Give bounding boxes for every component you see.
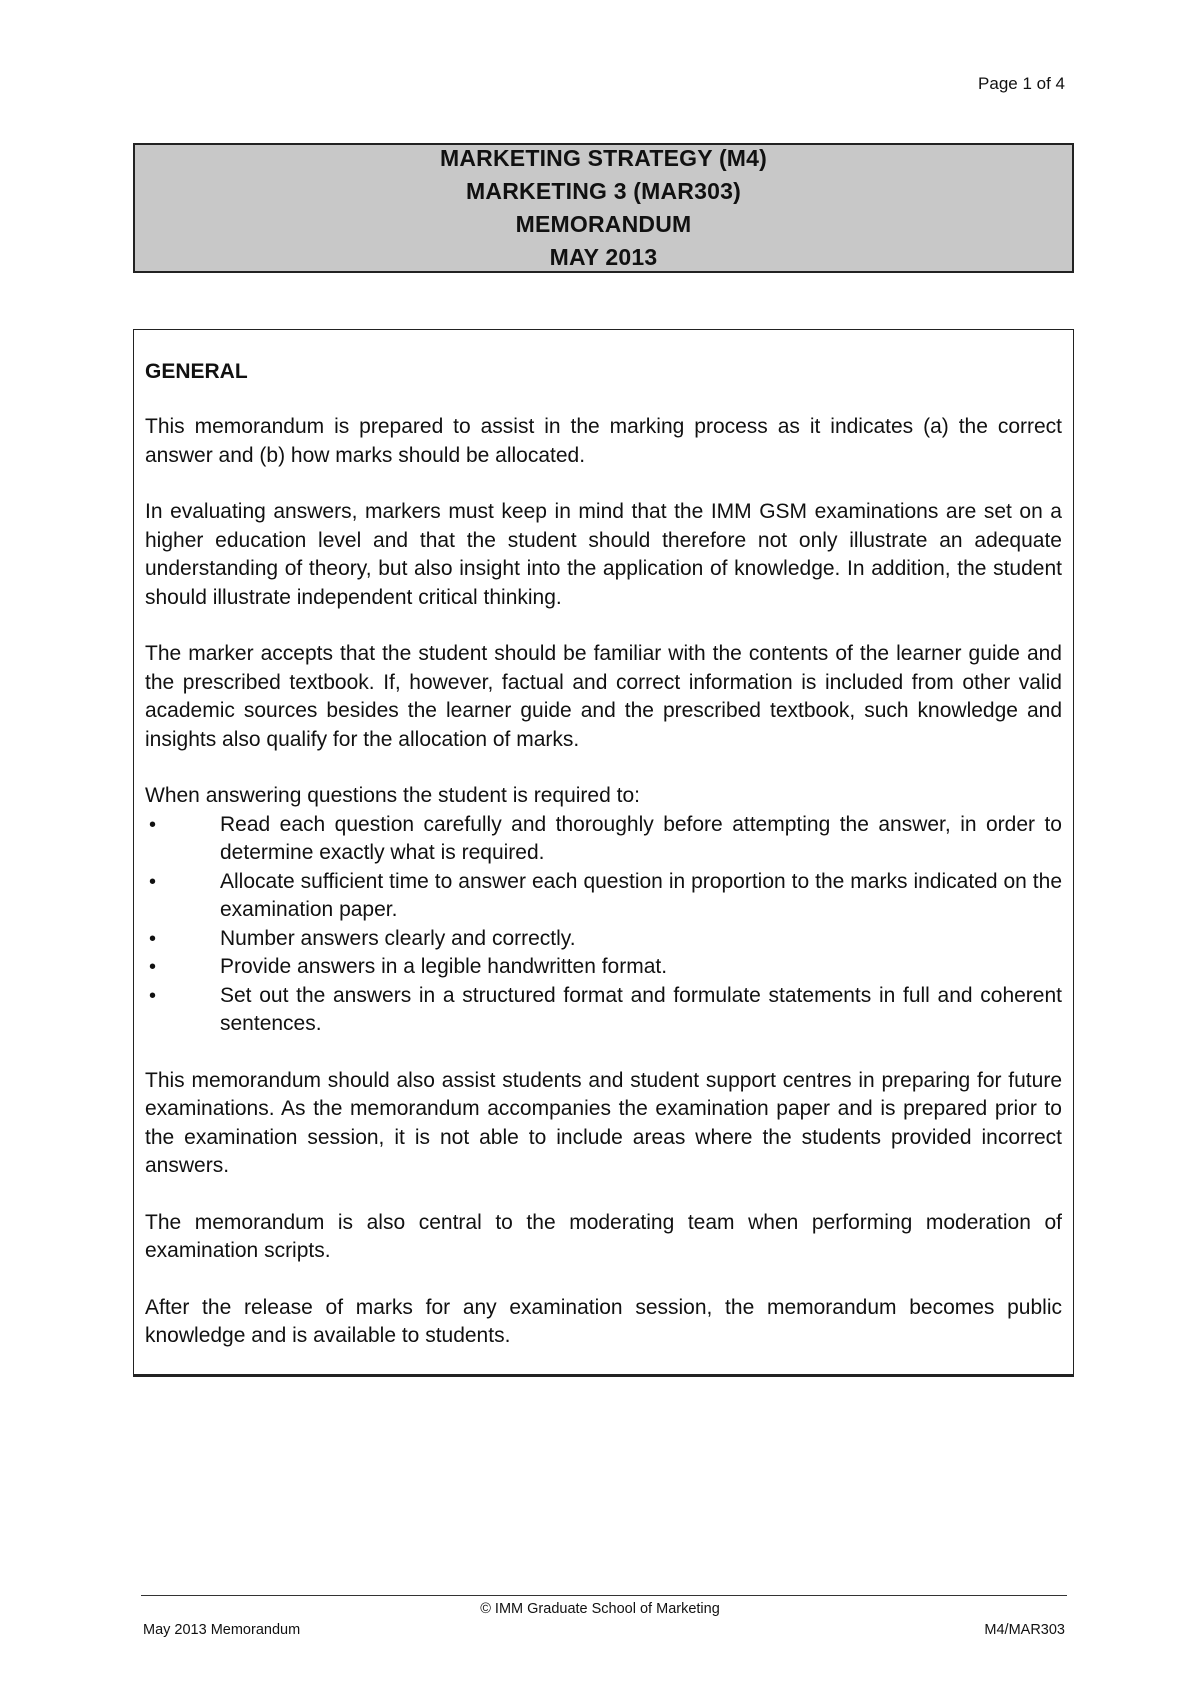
paragraph: After the release of marks for any examination session, the memorandum becomes public knowledge and is available to students. bbox=[145, 1295, 1062, 1347]
footer-course-code: M4/MAR303 bbox=[984, 1622, 1065, 1638]
list-item-text: Set out the answers in a structured format and formulate statements in full and coherent sentences. bbox=[220, 983, 1062, 1035]
bullets-intro: When answering questions the student is required to: bbox=[145, 784, 640, 807]
list-item-text: Provide answers in a legible handwritten format. bbox=[220, 955, 668, 978]
exam-date: MAY 2013 bbox=[549, 244, 658, 270]
footer-document-label: May 2013 Memorandum bbox=[143, 1622, 301, 1638]
paragraph: In evaluating answers, markers must keep in mind that the IMM GSM examinations are set on a higher education level and that the student should therefore not only illustrate an adequate understanding of theory, but also insight into the application of knowledge. In addition, the student should illustrate independent critical thinking. bbox=[145, 500, 1062, 609]
document-type: MEMORANDUM bbox=[515, 211, 692, 237]
title-block bbox=[133, 143, 1074, 273]
bullet-icon: • bbox=[149, 984, 157, 1007]
list-item-text: Read each question carefully and thoroughly before attempting the answer, in order to determine exactly what is required. bbox=[220, 812, 1062, 864]
bullet-icon: • bbox=[149, 927, 157, 950]
list-item bbox=[145, 953, 1062, 982]
list-item bbox=[145, 925, 1062, 954]
course-code: MARKETING 3 (MAR303) bbox=[466, 178, 741, 204]
bullet-icon: • bbox=[149, 813, 157, 836]
list-item bbox=[145, 811, 1062, 868]
bullet-icon: • bbox=[149, 956, 157, 978]
page-number: Page 1 of 4 bbox=[978, 74, 1065, 93]
bullet-icon: • bbox=[149, 870, 157, 893]
footer-copyright: © IMM Graduate School of Marketing bbox=[480, 1601, 720, 1617]
paragraph: The memorandum is also central to the moderating team when performing moderation of examination scripts. bbox=[145, 1210, 1062, 1262]
list-item-text: Allocate sufficient time to answer each question in proportion to the marks indicated on the examination paper. bbox=[220, 869, 1062, 921]
paragraph: The marker accepts that the student should be familiar with the contents of the learner guide and the prescribed textbook. If, however, factual and correct information is included from other valid academic sources besides the learner guide and the prescribed textbook, such knowledge and insights also qualify for the allocation of marks. bbox=[145, 642, 1062, 751]
paragraph: This memorandum is prepared to assist in the marking process as it indicates (a) the correct answer and (b) how marks should be allocated. bbox=[145, 415, 1062, 467]
section-heading: GENERAL bbox=[145, 360, 248, 383]
list-item-text: Number answers clearly and correctly. bbox=[220, 926, 576, 950]
paragraph: This memorandum should also assist students and student support centres in preparing for future examinations. As the memorandum accompanies the examination paper and is prepared prior to the examination session, it is not able to include areas where the students provided incorrect answers. bbox=[145, 1068, 1062, 1177]
course-title: MARKETING STRATEGY (M4) bbox=[439, 145, 768, 171]
general-section bbox=[133, 329, 1074, 1377]
list-item bbox=[145, 868, 1062, 925]
requirements-list bbox=[145, 811, 1062, 1039]
list-item bbox=[145, 982, 1062, 1039]
footer-divider bbox=[141, 1595, 1067, 1596]
